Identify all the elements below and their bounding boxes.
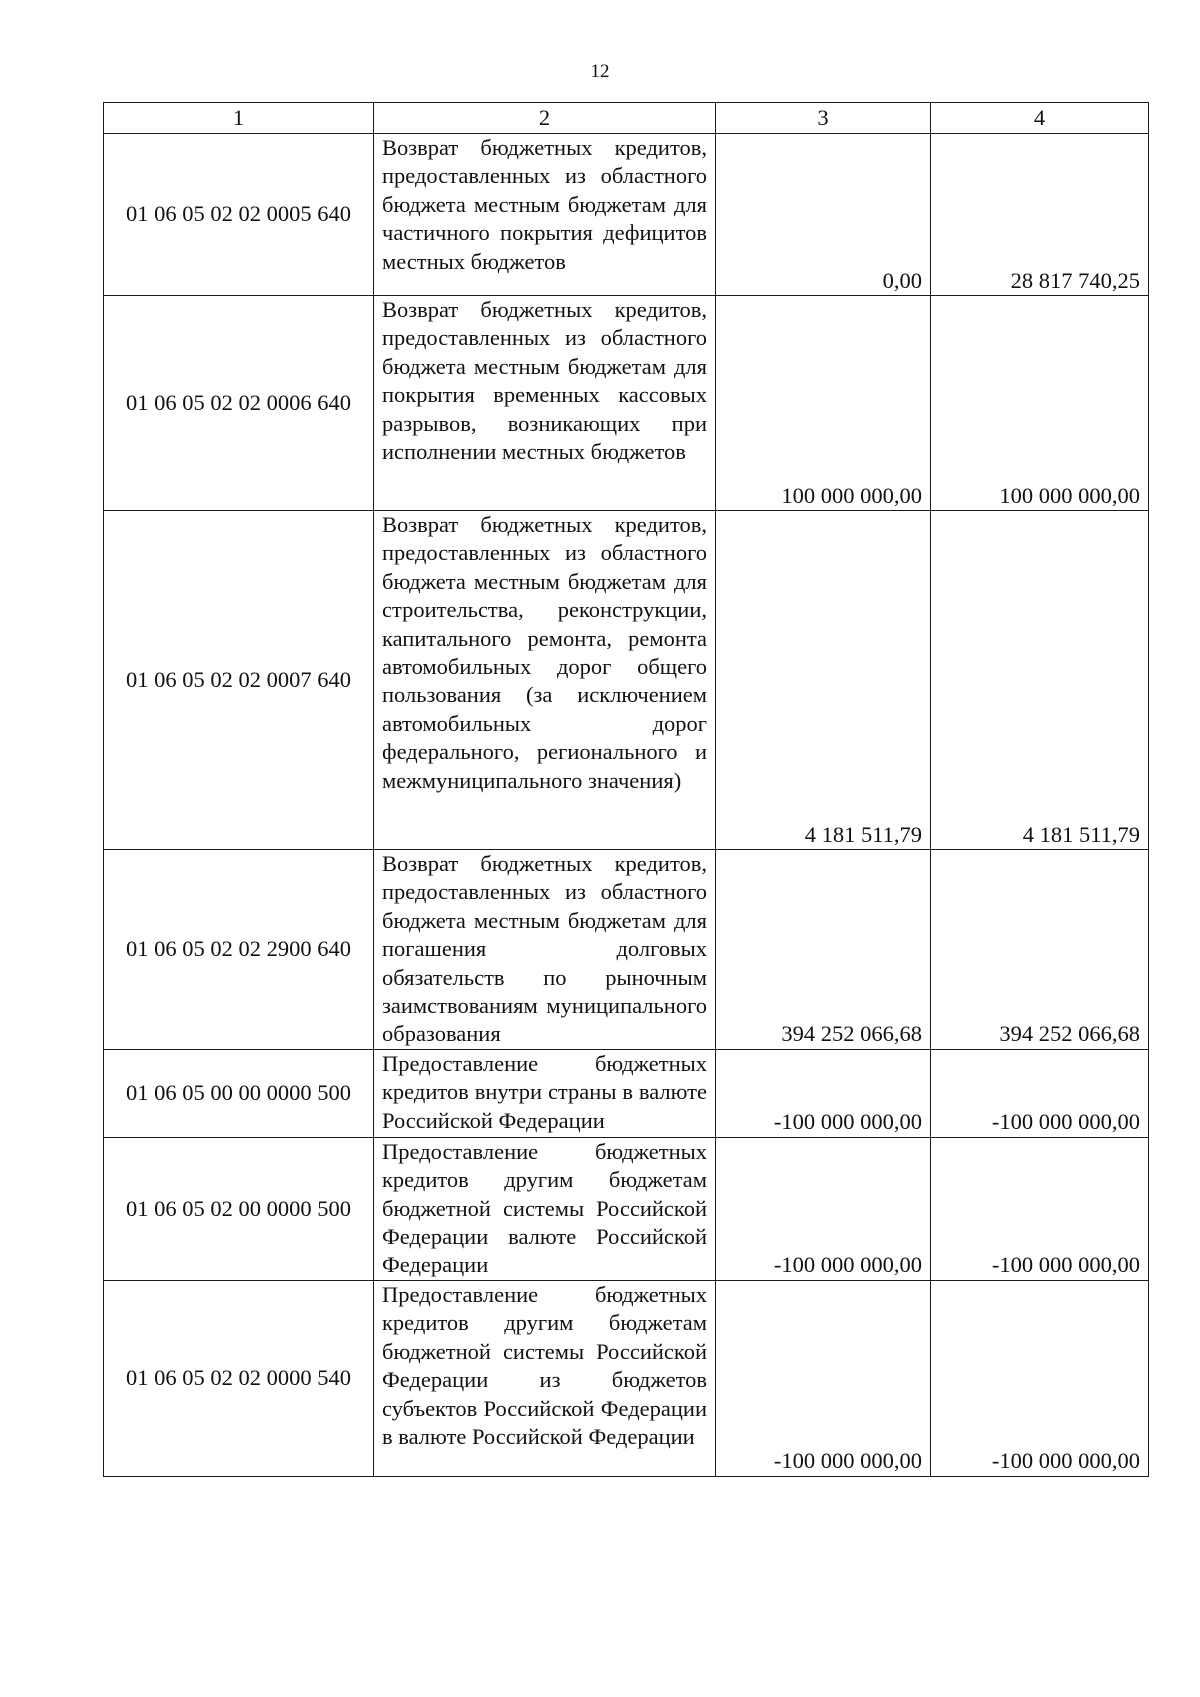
row-name: Предоставление бюджетных кредитов внутри страны в валюте Российской Федерации xyxy=(374,1049,716,1137)
row-value-col4: -100 000 000,00 xyxy=(931,1049,1149,1137)
row-name: Предоставление бюджетных кредитов другим бюджетам бюджетной системы Российской Федерации валюте Российской Федерации xyxy=(374,1137,716,1280)
header-col-4: 4 xyxy=(931,103,1149,134)
row-value-col4: 28 817 740,25 xyxy=(931,134,1149,296)
row-value-col4: 100 000 000,00 xyxy=(931,296,1149,511)
row-name: Возврат бюджетных кредитов, предоставленных из областного бюджета местным бюджетам для покрытия временных кассовых разрывов, возникающих при исполнении местных бюджетов xyxy=(374,296,716,511)
row-value-col3: 100 000 000,00 xyxy=(716,296,931,511)
row-value-col3: -100 000 000,00 xyxy=(716,1137,931,1280)
row-code: 01 06 05 02 02 0000 540 xyxy=(104,1280,374,1476)
row-name: Возврат бюджетных кредитов, предоставленных из областного бюджета местным бюджетам для погашения долговых обязательств по рыночным заимствованиям муниципального образования xyxy=(374,850,716,1050)
row-name: Возврат бюджетных кредитов, предоставленных из областного бюджета местным бюджетам для строительства, реконструкции, капитального ремонта, ремонта автомобильных дорог общего пользования (за исключением автомобильных дорог федерального, регионального и межмуниципального значения) xyxy=(374,511,716,850)
table-header xyxy=(104,103,1149,134)
row-value-col3: -100 000 000,00 xyxy=(716,1280,931,1476)
row-value-col3: 394 252 066,68 xyxy=(716,850,931,1050)
table-row xyxy=(104,511,1149,850)
table-header-row xyxy=(104,103,1149,134)
row-code: 01 06 05 02 00 0000 500 xyxy=(104,1137,374,1280)
row-code: 01 06 05 02 02 0007 640 xyxy=(104,511,374,850)
table-row xyxy=(104,1137,1149,1280)
page-number: 12 xyxy=(590,61,610,82)
table-row xyxy=(104,1049,1149,1137)
row-name: Предоставление бюджетных кредитов другим бюджетам бюджетной системы Российской Федерации из бюджетов субъектов Российской Федерации в валюте Российской Федерации xyxy=(374,1280,716,1476)
row-code: 01 06 05 02 02 0006 640 xyxy=(104,296,374,511)
row-value-col4: -100 000 000,00 xyxy=(931,1137,1149,1280)
header-col-2: 2 xyxy=(374,103,716,134)
row-value-col3: 0,00 xyxy=(716,134,931,296)
header-col-1: 1 xyxy=(104,103,374,134)
table-row xyxy=(104,134,1149,296)
row-value-col4: -100 000 000,00 xyxy=(931,1280,1149,1476)
row-code: 01 06 05 02 02 0005 640 xyxy=(104,134,374,296)
table-body xyxy=(104,134,1149,1477)
row-value-col4: 394 252 066,68 xyxy=(931,850,1149,1050)
table-row xyxy=(104,1280,1149,1476)
row-value-col3: 4 181 511,79 xyxy=(716,511,931,850)
row-value-col3: -100 000 000,00 xyxy=(716,1049,931,1137)
table-row xyxy=(104,850,1149,1050)
row-value-col4: 4 181 511,79 xyxy=(931,511,1149,850)
row-name: Возврат бюджетных кредитов, предоставленных из областного бюджета местным бюджетам для частичного покрытия дефицитов местных бюджетов xyxy=(374,134,716,296)
row-code: 01 06 05 00 00 0000 500 xyxy=(104,1049,374,1137)
budget-sources-table xyxy=(103,102,1149,1477)
header-col-3: 3 xyxy=(716,103,931,134)
table-row xyxy=(104,296,1149,511)
row-code: 01 06 05 02 02 2900 640 xyxy=(104,850,374,1050)
